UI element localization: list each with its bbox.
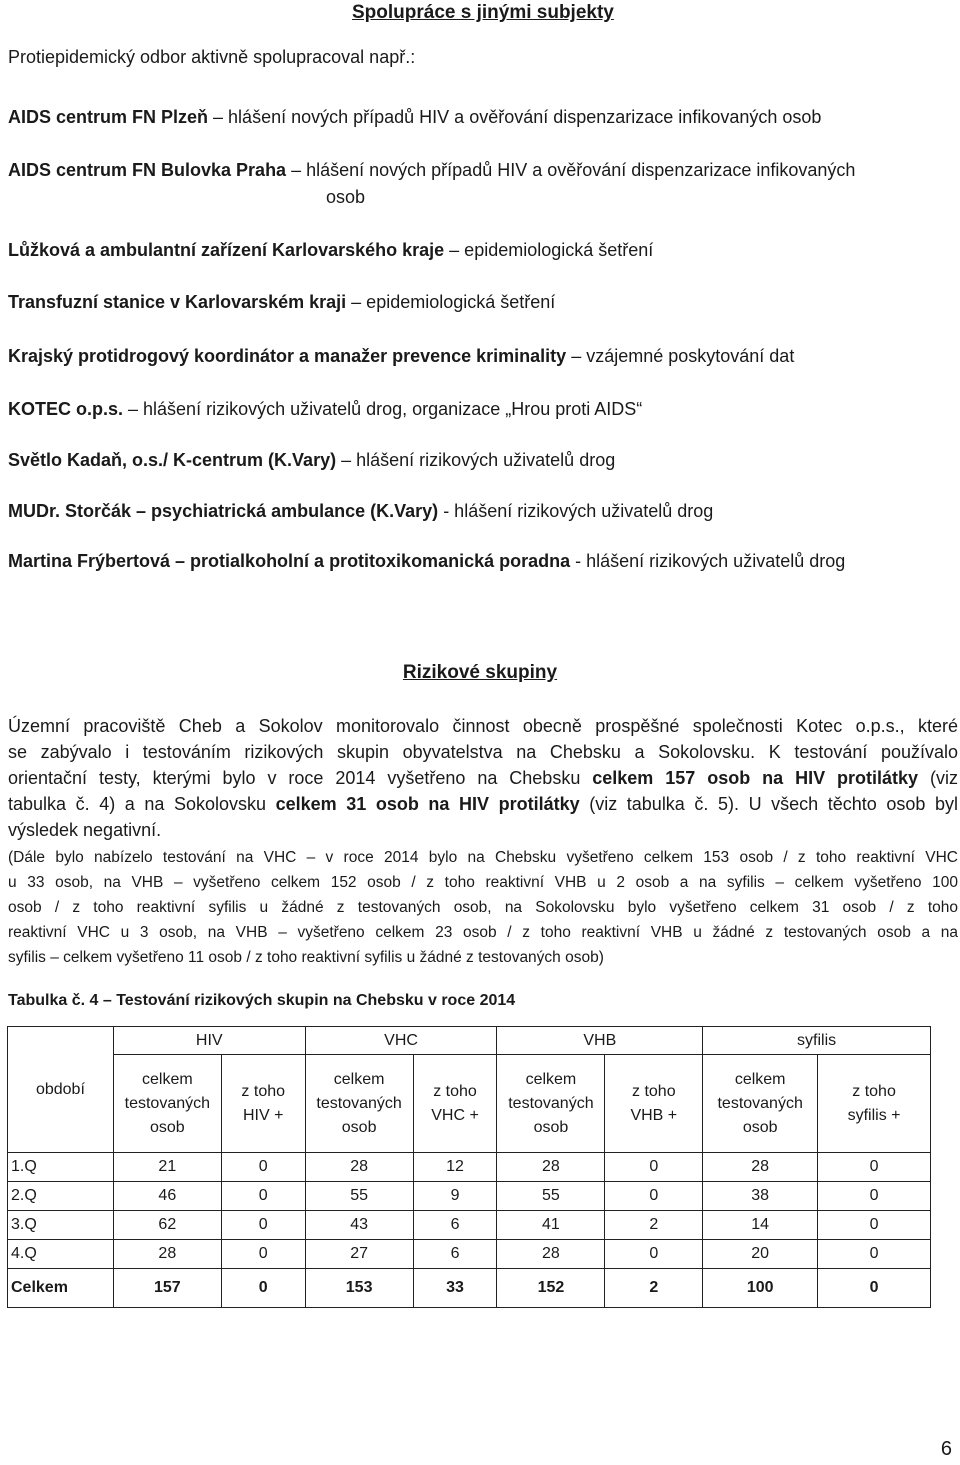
table-cell: 21 — [113, 1153, 221, 1182]
testing-table — [7, 1026, 931, 1308]
subheader-tested: celkem testovaných osob — [497, 1055, 605, 1153]
table-cell: 6 — [413, 1211, 497, 1240]
table-cell: 0 — [818, 1182, 931, 1211]
table-cell: 55 — [305, 1182, 413, 1211]
paragraph-text: orientační testy, kterými bylo v roce 2014 vyšetřeno na Chebsku — [8, 768, 593, 788]
table-cell: 152 — [497, 1269, 605, 1308]
table-cell: 55 — [497, 1182, 605, 1211]
table-row — [8, 1240, 931, 1269]
partner-item — [8, 548, 948, 574]
table-cell: 46 — [113, 1182, 221, 1211]
partner-desc-cont: osob — [326, 187, 366, 207]
table-cell: 0 — [221, 1153, 305, 1182]
subheader-tested: celkem testovaných osob — [703, 1055, 818, 1153]
table-cell: 0 — [818, 1269, 931, 1308]
partner-item — [8, 157, 948, 183]
note-paragraph — [8, 845, 958, 970]
paragraph-line: výsledek negativní. — [8, 820, 162, 840]
subheader-tested: celkem testovaných osob — [305, 1055, 413, 1153]
table-cell: 153 — [305, 1269, 413, 1308]
table-cell: 9 — [413, 1182, 497, 1211]
partner-name: Lůžková a ambulantní zařízení Karlovarského kraje — [8, 240, 445, 260]
table-cell: 4.Q — [8, 1240, 114, 1269]
table-cell: 6 — [413, 1240, 497, 1269]
table-cell: 27 — [305, 1240, 413, 1269]
group-header-vhc: VHC — [305, 1027, 497, 1055]
group-header-hiv: HIV — [113, 1027, 305, 1055]
partner-desc: – epidemiologická šetření — [444, 240, 654, 260]
partner-desc: – hlášení nových případů HIV a ověřování dispenzarizace infikovaných — [286, 160, 856, 180]
partner-name: AIDS centrum FN Plzeň — [8, 107, 209, 127]
period-header: období — [8, 1027, 114, 1153]
partner-name: Martina Frýbertová – protialkoholní a protitoxikomanická poradna — [8, 551, 571, 571]
partner-name: Transfuzní stanice v Karlovarském kraji — [8, 292, 347, 312]
note-line: (Dále bylo nabízelo testování na VHC – v roce 2014 bylo na Chebsku vyšetřeno celkem 153 osob / z toho reaktivní VHC — [8, 849, 958, 866]
table-cell: 28 — [113, 1240, 221, 1269]
paragraph-text: (viz tabulka č. 5). U všech těchto osob byl — [579, 794, 958, 814]
table-cell: 43 — [305, 1211, 413, 1240]
subheader-positive: z toho HIV + — [221, 1055, 305, 1153]
subheader-positive: z toho syfilis + — [818, 1055, 931, 1153]
table-cell: 0 — [221, 1211, 305, 1240]
partner-name: Krajský protidrogový koordinátor a manažer prevence kriminality — [8, 346, 567, 366]
table-cell: 2 — [605, 1211, 703, 1240]
risk-paragraph — [8, 713, 958, 843]
table-cell: 0 — [221, 1182, 305, 1211]
partner-item — [8, 343, 948, 369]
table-cell: 20 — [703, 1240, 818, 1269]
table-cell: 62 — [113, 1211, 221, 1240]
table-cell: 0 — [818, 1211, 931, 1240]
table-cell: 0 — [605, 1240, 703, 1269]
cooperation-heading: Spolupráce s jinými subjekty — [352, 2, 614, 23]
table-caption: Tabulka č. 4 – Testování rizikových skupin na Chebsku v roce 2014 — [8, 992, 516, 1009]
table-cell: 100 — [703, 1269, 818, 1308]
group-header-vhb: VHB — [497, 1027, 703, 1055]
paragraph-line: se zabývalo i testováním rizikových skupin obyvatelstva na Chebsku a Sokolovsku. K testování používalo — [8, 742, 958, 762]
partner-name: KOTEC o.p.s. — [8, 399, 124, 419]
table-cell: 157 — [113, 1269, 221, 1308]
partner-name: MUDr. Storčák – psychiatrická ambulance (K.Vary) — [8, 501, 439, 521]
table-cell: Celkem — [8, 1269, 114, 1308]
table-cell: 12 — [413, 1153, 497, 1182]
table-cell: 33 — [413, 1269, 497, 1308]
table-cell: 1.Q — [8, 1153, 114, 1182]
group-header-syfilis: syfilis — [703, 1027, 931, 1055]
table-cell: 28 — [497, 1240, 605, 1269]
partner-desc: - hlášení rizikových uživatelů drog — [570, 551, 846, 571]
partner-desc: – vzájemné poskytování dat — [566, 346, 795, 366]
paragraph-text: (viz — [918, 768, 958, 788]
paragraph-line — [8, 791, 958, 817]
table-cell: 3.Q — [8, 1211, 114, 1240]
subheader-tested: celkem testovaných osob — [113, 1055, 221, 1153]
table-cell: 0 — [605, 1153, 703, 1182]
partner-item — [8, 104, 948, 130]
table-cell: 41 — [497, 1211, 605, 1240]
table-cell: 2 — [605, 1269, 703, 1308]
partner-desc: – hlášení rizikových uživatelů drog — [336, 450, 616, 470]
subheader-positive: z toho VHB + — [605, 1055, 703, 1153]
table-cell: 28 — [703, 1153, 818, 1182]
table-total-row — [8, 1269, 931, 1308]
subheader-positive: z toho VHC + — [413, 1055, 497, 1153]
intro-text: Protiepidemický odbor aktivně spolupracoval např.: — [8, 47, 416, 67]
risk-groups-heading: Rizikové skupiny — [402, 662, 558, 683]
partner-item — [8, 447, 948, 473]
table-cell: 38 — [703, 1182, 818, 1211]
partner-desc: – epidemiologická šetření — [346, 292, 556, 312]
partner-item — [8, 237, 948, 263]
partner-name: Světlo Kadaň, o.s./ K-centrum (K.Vary) — [8, 450, 337, 470]
paragraph-bold: celkem 31 osob na HIV protilátky — [275, 794, 580, 814]
table-row — [8, 1182, 931, 1211]
table-cell: 0 — [221, 1240, 305, 1269]
table-row — [8, 1153, 931, 1182]
table-cell: 28 — [497, 1153, 605, 1182]
table-cell: 0 — [605, 1182, 703, 1211]
paragraph-text: tabulka č. 4) a na Sokolovsku — [8, 794, 276, 814]
partner-item — [8, 498, 948, 524]
table-header-row — [8, 1027, 931, 1055]
table-cell: 2.Q — [8, 1182, 114, 1211]
partner-name: AIDS centrum FN Bulovka Praha — [8, 160, 287, 180]
table-cell: 28 — [305, 1153, 413, 1182]
partner-desc: – hlášení nových případů HIV a ověřování dispenzarizace infikovaných osob — [208, 107, 822, 127]
note-line: reaktivní VHC u 3 osob, na VHB – vyšetřeno celkem 23 osob / z toho reaktivní VHB u žádné z testovaných osob a na — [8, 924, 958, 941]
partner-item — [8, 289, 948, 315]
note-line: osob / z toho reaktivní syfilis u žádné z testovaných osob, na Sokolovsku bylo vyšetřeno celkem 31 osob / z toho — [8, 899, 958, 916]
table-cell: 14 — [703, 1211, 818, 1240]
note-line: syfilis – celkem vyšetřeno 11 osob / z toho reaktivní syfilis u žádné z testovaných osob) — [8, 949, 604, 966]
table-row — [8, 1211, 931, 1240]
partner-item — [8, 396, 948, 422]
table-subheader-row — [8, 1055, 931, 1153]
table-cell: 0 — [818, 1240, 931, 1269]
table-cell: 0 — [221, 1269, 305, 1308]
paragraph-line: Územní pracoviště Cheb a Sokolov monitorovalo činnost obecně prospěšné společnosti Kotec o.p.s., které — [8, 716, 958, 736]
paragraph-bold: celkem 157 osob na HIV protilátky — [592, 768, 919, 788]
table-cell: 0 — [818, 1153, 931, 1182]
note-line: u 33 osob, na VHB – vyšetřeno celkem 152 osob / z toho reaktivní VHB u 2 osob a na syfilis – celkem vyšetřeno 100 — [8, 874, 958, 891]
partner-desc: - hlášení rizikových uživatelů drog — [438, 501, 714, 521]
paragraph-line — [8, 765, 958, 791]
partner-desc: – hlášení rizikových uživatelů drog, organizace „Hrou proti AIDS“ — [123, 399, 643, 419]
page-number: 6 — [940, 1438, 952, 1460]
